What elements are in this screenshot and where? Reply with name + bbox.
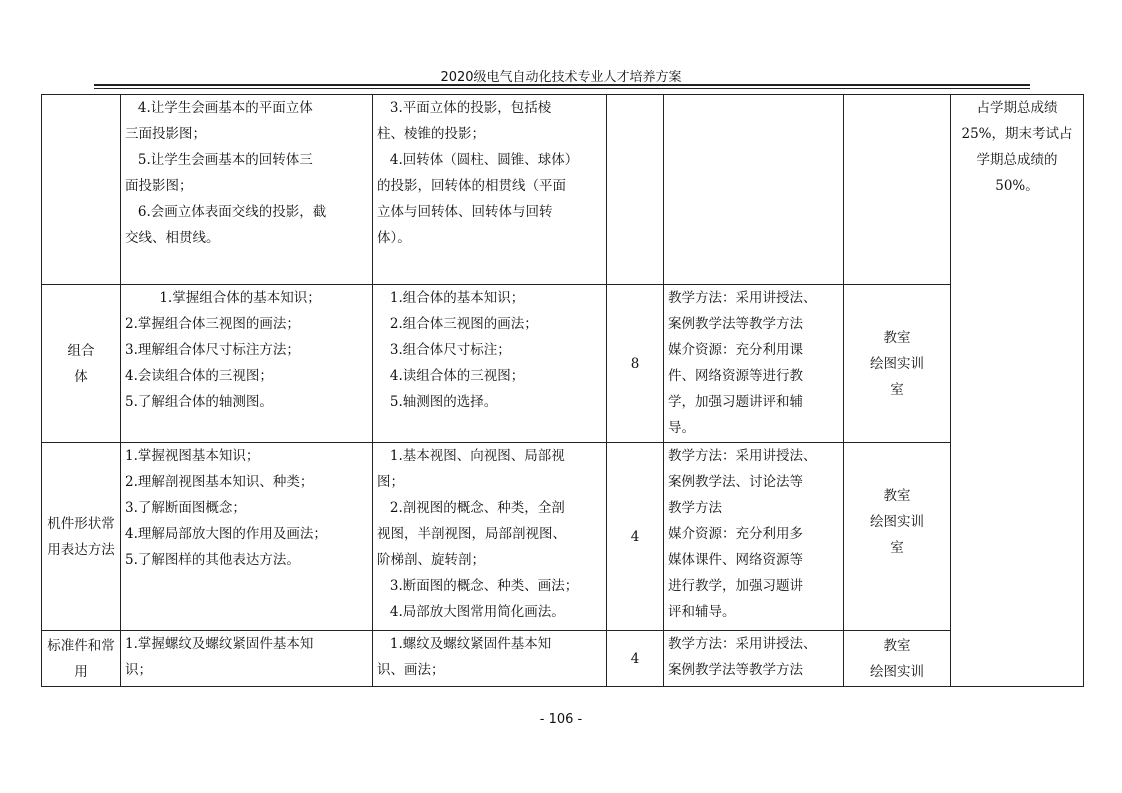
objectives-cell	[121, 285, 373, 443]
text-line: 交线、相贯线。	[125, 230, 220, 246]
text-line: 5.了解组合体的轴测图。	[125, 394, 273, 410]
place-cell	[844, 95, 951, 285]
unit-name: 组合体	[67, 342, 95, 385]
text-line: 3.理解组合体尺寸标注方法；	[125, 342, 300, 358]
methods-cell	[664, 95, 844, 285]
text-line: 识、画法；	[377, 662, 445, 678]
text-line: 25%，期末考试占	[961, 126, 1073, 142]
text-line: 4.局部放大图常用简化画法。	[377, 604, 565, 620]
text-line: 室	[890, 540, 904, 556]
text-line: 4.让学生会画基本的平面立体	[125, 100, 313, 116]
text-line: 3.平面立体的投影，包括棱	[377, 100, 552, 116]
text-line: 5.了解图样的其他表达方法。	[125, 552, 300, 568]
hours-cell: 4	[607, 631, 664, 687]
unit-name-cell	[42, 631, 121, 687]
text-line: 4.会读组合体的三视图；	[125, 368, 273, 384]
text-line: 教学方法	[668, 500, 722, 516]
text-line: 3.了解断面图概念；	[125, 500, 246, 516]
text-line: 6.会画立体表面交线的投影，截	[125, 204, 327, 220]
hours-cell: 8	[607, 285, 664, 443]
text-line: 5.轴测图的选择。	[377, 394, 498, 410]
text-line: 绘图实训	[870, 514, 924, 530]
text-line: 识；	[125, 662, 152, 678]
text-line: 件、网络资源等进行教	[668, 368, 803, 384]
text-line: 4.读组合体的三视图；	[377, 368, 525, 384]
table-row	[42, 95, 1084, 285]
text-line: 教室	[883, 329, 911, 346]
text-line: 体）。	[377, 230, 411, 246]
text-line: 2.组合体三视图的画法；	[377, 316, 538, 332]
text-line: 室	[890, 381, 904, 398]
text-line: 教室	[883, 488, 911, 504]
assessment-cell	[951, 95, 1084, 687]
text-line: 阶梯剖、旋转剖；	[377, 552, 485, 568]
text-line: 柱、棱锥的投影；	[377, 126, 485, 142]
text-line: 2.掌握组合体三视图的画法；	[125, 316, 300, 332]
text-line: 教学方法：采用讲授法、	[668, 636, 817, 652]
text-line: 评和辅导。	[668, 604, 736, 620]
text-line: 教室	[883, 638, 911, 654]
methods-cell	[664, 285, 844, 443]
text-line: 1.掌握螺纹及螺纹紧固件基本知	[125, 636, 314, 652]
text-line: 2.理解剖视图基本知识、种类；	[125, 474, 314, 490]
text-line: 2.剖视图的概念、种类，全剖	[377, 500, 565, 516]
objectives-cell	[121, 443, 373, 631]
text-line: 50%。	[995, 178, 1039, 194]
text-line: 教学方法：采用讲授法、	[668, 290, 817, 306]
hours-cell: 4	[607, 443, 664, 631]
text-line: 绘图实训	[870, 355, 924, 372]
hours-cell	[607, 95, 664, 285]
text-line: 1.掌握组合体的基本知识；	[125, 290, 321, 306]
text-line: 导。	[668, 420, 695, 436]
objectives-cell	[121, 631, 373, 687]
methods-cell	[664, 443, 844, 631]
text-line: 3.组合体尺寸标注；	[377, 342, 511, 358]
header-rule-thick	[94, 84, 1030, 86]
text-line: 案例教学法等教学方法	[668, 316, 803, 332]
place-cell	[844, 285, 951, 443]
text-line: 媒介资源：充分利用多	[668, 526, 803, 542]
unit-name: 标准件和常用	[47, 637, 115, 680]
unit-name-cell	[42, 95, 121, 285]
unit-name-cell	[42, 285, 121, 443]
text-line: 学，加强习题讲评和辅	[668, 394, 803, 410]
objectives-cell	[121, 95, 373, 285]
text-line: 案例教学法等教学方法	[668, 662, 803, 678]
methods-cell	[664, 631, 844, 687]
text-line: 立体与回转体、回转体与回转	[377, 204, 553, 220]
text-line: 三面投影图；	[125, 126, 206, 142]
content-cell	[373, 443, 607, 631]
header-rule-thin	[94, 88, 1030, 89]
place-cell	[844, 443, 951, 631]
document-header-title: 2020级电气自动化技术专业人才培养方案	[440, 70, 682, 85]
course-plan-table	[41, 94, 1084, 687]
text-line: 媒体课件、网络资源等	[668, 552, 803, 568]
text-line: 4.理解局部放大图的作用及画法；	[125, 526, 327, 542]
text-line: 视图，半剖视图，局部剖视图、	[377, 526, 566, 542]
text-line: 3.断面图的概念、种类、画法；	[377, 578, 579, 594]
content-cell	[373, 95, 607, 285]
text-line: 1.螺纹及螺纹紧固件基本知	[377, 636, 552, 652]
text-line: 1.组合体的基本知识；	[377, 290, 525, 306]
text-line: 面投影图；	[125, 178, 193, 194]
page-number: - 106 -	[539, 712, 583, 727]
text-line: 占学期总成绩	[976, 100, 1058, 116]
unit-name-cell	[42, 443, 121, 631]
text-line: 学期总成绩的	[976, 152, 1058, 168]
unit-name: 机件形状常用表达方法	[47, 515, 115, 558]
text-line: 5.让学生会画基本的回转体三	[125, 152, 313, 168]
content-cell	[373, 285, 607, 443]
table-row	[42, 285, 1084, 443]
table-row	[42, 631, 1084, 687]
text-line: 案例教学法、讨论法等	[668, 474, 803, 490]
text-line: 绘图实训	[870, 664, 924, 680]
text-line: 1.基本视图、向视图、局部视	[377, 448, 565, 464]
text-line: 进行教学，加强习题讲	[668, 578, 803, 594]
table-row	[42, 443, 1084, 631]
text-line: 媒介资源：充分利用课	[668, 342, 803, 358]
text-line: 1.掌握视图基本知识；	[125, 448, 260, 464]
text-line: 图；	[377, 474, 404, 490]
text-line: 教学方法：采用讲授法、	[668, 448, 817, 464]
text-line: 的投影，回转体的相贯线（平面	[377, 178, 566, 194]
place-cell	[844, 631, 951, 687]
content-cell	[373, 631, 607, 687]
text-line: 4.回转体（圆柱、圆锥、球体）	[377, 152, 579, 168]
